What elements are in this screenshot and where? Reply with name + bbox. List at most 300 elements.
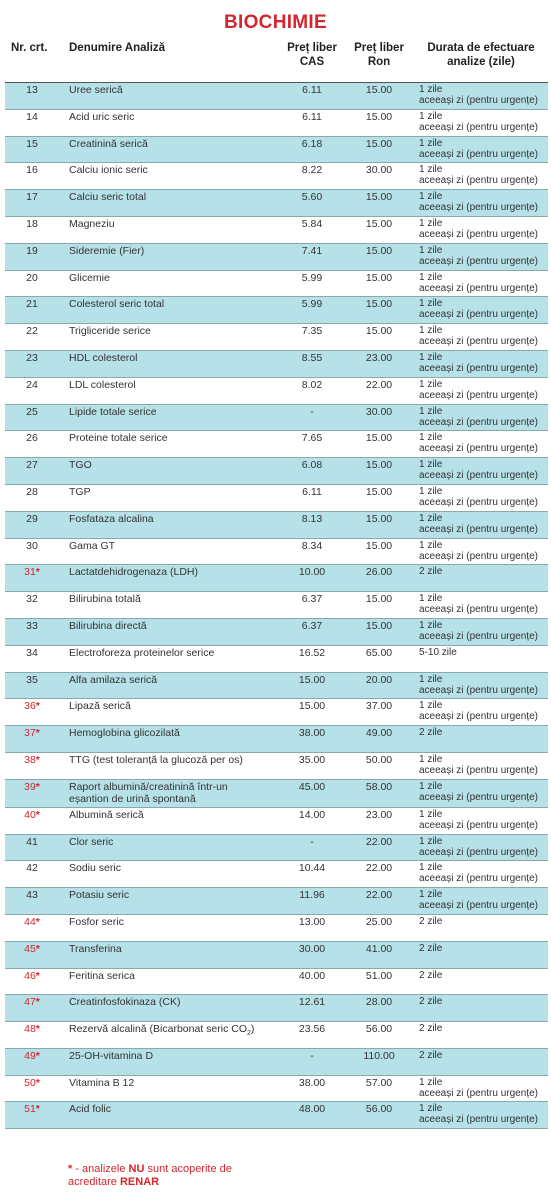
duration	[419, 513, 549, 535]
row-number-value: 38	[24, 753, 36, 766]
analysis-name-text: TGO	[69, 459, 92, 472]
header-ron	[347, 41, 411, 69]
price-cas: -	[310, 835, 314, 848]
price-ron: 22.00	[365, 889, 393, 902]
row-number-value: 21	[26, 298, 38, 311]
duration-urgent: aceeași zi (pentru urgențe)	[419, 791, 538, 803]
analysis-name-text: HDL colesterol	[69, 351, 138, 364]
analysis-name-text: Sodiu seric	[69, 862, 121, 875]
analysis-name	[69, 916, 281, 928]
row-number	[5, 916, 59, 928]
duration	[419, 1023, 549, 1034]
row-number-value: 34	[26, 646, 38, 659]
price-cas: 14.00	[298, 808, 326, 821]
analysis-name-text: Vitamina B 12	[69, 1076, 135, 1089]
price-ron: 26.00	[365, 566, 393, 579]
analysis-name	[69, 111, 281, 123]
row-number-value: 22	[26, 325, 38, 338]
duration	[419, 620, 549, 642]
price-ron: 28.00	[365, 996, 393, 1009]
row-number-value: 41	[26, 835, 38, 848]
duration-days: 2 zile	[419, 969, 443, 981]
price-cas: 6.18	[301, 137, 323, 150]
duration	[419, 889, 549, 911]
duration-urgent: aceeași zi (pentru urgențe)	[419, 604, 538, 616]
row-number	[5, 647, 59, 659]
duration	[419, 970, 549, 981]
row-number	[5, 298, 59, 310]
row-number	[5, 781, 59, 793]
duration-days: 1 zile	[419, 673, 443, 685]
analysis-name	[69, 1050, 281, 1062]
row-number	[5, 406, 59, 418]
row-number	[5, 432, 59, 444]
page-title: BIOCHIMIE	[224, 12, 327, 33]
row-number	[5, 325, 59, 337]
duration-days: 1 zile	[419, 217, 443, 229]
row-number-value: 49	[24, 1049, 36, 1062]
analysis-name	[69, 84, 281, 96]
row-number	[5, 566, 59, 578]
footnote-bold-renar: RENAR	[119, 1176, 160, 1188]
duration	[419, 325, 549, 347]
analysis-name	[69, 272, 281, 284]
footnote-star: *	[68, 1163, 73, 1175]
duration	[419, 727, 549, 738]
analysis-name-text: Trigliceride serice	[69, 325, 151, 338]
price-cas: 40.00	[298, 969, 326, 982]
duration-urgent: aceeași zi (pentru urgențe)	[419, 336, 538, 348]
duration	[419, 540, 549, 562]
price-cas: 6.37	[301, 619, 323, 632]
duration-urgent: aceeași zi (pentru urgențe)	[419, 255, 538, 267]
footnote-bold-nu: NU	[128, 1163, 145, 1175]
analysis-name	[69, 566, 281, 578]
duration-days: 1 zile	[419, 271, 443, 283]
analysis-name-text: Bilirubina directă	[69, 619, 147, 632]
price-ron: 56.00	[365, 1023, 393, 1036]
row-number-value: 46	[24, 969, 36, 982]
row-number-value: 16	[26, 164, 38, 177]
row-number-value: 23	[26, 351, 38, 364]
analysis-name-text: Creatinină serică	[69, 137, 148, 150]
table-row	[5, 83, 548, 110]
analysis-name	[69, 1103, 281, 1115]
price-cas: 15.00	[298, 673, 326, 686]
duration-urgent: aceeași zi (pentru urgențe)	[419, 95, 538, 106]
table-row	[5, 405, 548, 432]
row-number-value: 15	[26, 137, 38, 150]
price-cas: 12.61	[298, 996, 326, 1009]
duration-days: 1 zile	[419, 191, 443, 203]
table-row	[5, 565, 548, 592]
table-row	[5, 1076, 548, 1103]
duration-days: 2 zile	[419, 942, 443, 954]
price-cas: 38.00	[298, 1076, 326, 1089]
price-cas: 35.00	[298, 753, 326, 766]
price-ron: 30.00	[365, 405, 393, 418]
table-row	[5, 539, 548, 566]
duration-days: 2 zile	[419, 1023, 443, 1035]
table-row	[5, 780, 548, 808]
row-number	[5, 513, 59, 525]
duration-days: 1 zile	[419, 351, 443, 363]
row-number	[5, 164, 59, 176]
price-cas: 38.00	[298, 727, 326, 740]
duration-urgent: aceeași zi (pentru urgențe)	[419, 496, 538, 508]
price-ron: 110.00	[363, 1049, 395, 1062]
analysis-name-text: Sideremie (Fier)	[69, 244, 145, 257]
row-number	[5, 1103, 59, 1115]
price-ron: 25.00	[365, 915, 393, 928]
price-cas: 5.84	[301, 217, 323, 230]
analysis-name	[69, 1023, 281, 1040]
analysis-name	[69, 245, 281, 257]
duration	[419, 164, 549, 186]
duration-days: 1 zile	[419, 700, 443, 712]
analysis-name	[69, 191, 281, 203]
row-number-value: 28	[26, 485, 38, 498]
analysis-name-text: Fosfataza alcalina	[69, 512, 154, 525]
duration-days: 1 zile	[419, 325, 443, 337]
duration	[419, 111, 549, 133]
row-number	[5, 272, 59, 284]
analysis-name-text: Glicemie	[69, 271, 110, 284]
duration-days: 1 zile	[419, 298, 443, 310]
duration-days: 2 zile	[419, 1049, 443, 1061]
duration-urgent: aceeași zi (pentru urgențe)	[419, 711, 538, 723]
row-number-value: 19	[26, 244, 38, 257]
header-ron-line1: Preț liber	[354, 42, 404, 54]
price-ron: 50.00	[365, 753, 393, 766]
row-number-value: 17	[26, 191, 38, 204]
row-number	[5, 191, 59, 203]
analysis-name	[69, 674, 281, 686]
row-number	[5, 889, 59, 901]
table-row	[5, 1102, 548, 1129]
price-cas: 30.00	[298, 942, 326, 955]
analysis-name-text: Rezervă alcalină (Bicarbonat seric CO	[69, 1023, 247, 1036]
table-row	[5, 969, 548, 996]
table-row	[5, 699, 548, 726]
price-cas: 8.55	[301, 351, 323, 364]
duration	[419, 218, 549, 240]
header-cas	[281, 41, 343, 69]
price-cas: 10.44	[298, 862, 326, 875]
price-ron: 15.00	[365, 191, 393, 204]
price-ron: 23.00	[365, 351, 393, 364]
row-number	[5, 727, 59, 739]
duration-urgent: aceeași zi (pentru urgențe)	[419, 175, 538, 187]
duration	[419, 700, 549, 722]
analysis-name-text: Albumină serică	[69, 808, 144, 821]
header-nr: Nr. crt.	[11, 42, 48, 54]
table-row	[5, 861, 548, 888]
analysis-name-text: Calciu ionic seric	[69, 164, 148, 177]
row-number-value: 31	[24, 566, 36, 579]
table-row	[5, 458, 548, 485]
row-number-value: 25	[26, 405, 38, 418]
analysis-name	[69, 647, 281, 659]
duration-urgent: aceeași zi (pentru urgențe)	[419, 523, 538, 535]
price-ron: 15.00	[365, 298, 393, 311]
table-row	[5, 942, 548, 969]
row-number-value: 14	[26, 110, 38, 123]
analysis-name-text: Acid uric seric	[69, 110, 135, 123]
analysis-name-text: Colesterol seric total	[69, 298, 165, 311]
analysis-name	[69, 700, 281, 712]
analysis-table	[5, 83, 548, 1129]
row-number	[5, 459, 59, 471]
price-ron: 15.00	[365, 432, 393, 445]
not-accredited-star: *	[35, 942, 40, 955]
header-duration	[413, 41, 549, 69]
duration-days: 1 zile	[419, 619, 443, 631]
duration	[419, 352, 549, 374]
duration-days: 1 zile	[419, 84, 443, 95]
table-row	[5, 271, 548, 298]
analysis-name-text: Alfa amilaza serică	[69, 673, 158, 686]
analysis-name-text: Electroforeza proteinelor serice	[69, 646, 215, 659]
table-row	[5, 297, 548, 324]
duration-urgent: aceeași zi (pentru urgențe)	[419, 389, 538, 401]
price-cas: 6.11	[302, 84, 322, 96]
price-ron: 65.00	[365, 646, 393, 659]
not-accredited-star: *	[35, 1103, 40, 1116]
table-row	[5, 217, 548, 244]
price-cas: 23.56	[298, 1023, 326, 1036]
duration-urgent: aceeași zi (pentru urgențe)	[419, 443, 538, 455]
price-cas: -	[310, 1049, 314, 1062]
analysis-name-text: Creatinfosfokinaza (CK)	[69, 996, 181, 1009]
price-cas: 16.52	[298, 646, 326, 659]
analysis-name	[69, 996, 281, 1008]
not-accredited-star: *	[35, 566, 40, 579]
price-ron: 15.00	[365, 325, 393, 338]
table-row	[5, 1022, 548, 1049]
analysis-name	[69, 432, 281, 444]
row-number-value: 13	[26, 84, 38, 96]
row-number	[5, 593, 59, 605]
price-cas: 5.60	[301, 191, 323, 204]
price-ron: 30.00	[365, 164, 393, 177]
duration	[419, 943, 549, 954]
duration-days: 1 zile	[419, 405, 443, 417]
analysis-name-text: LDL colesterol	[69, 378, 136, 391]
row-number-value: 47	[24, 996, 36, 1009]
table-row	[5, 888, 548, 915]
duration	[419, 674, 549, 696]
row-number-value: 37	[24, 727, 36, 740]
row-number-value: 30	[26, 539, 38, 552]
row-number-value: 36	[24, 700, 36, 713]
analysis-name	[69, 138, 281, 150]
duration	[419, 566, 549, 577]
row-number-value: 32	[26, 593, 38, 606]
price-cas: 10.00	[298, 566, 326, 579]
row-number	[5, 379, 59, 391]
analysis-name-text: Proteine totale serice	[69, 432, 168, 445]
not-accredited-star: *	[35, 808, 40, 821]
row-number-value: 43	[26, 889, 38, 902]
table-row	[5, 351, 548, 378]
analysis-name-text: Fosfor seric	[69, 915, 124, 928]
duration	[419, 781, 549, 803]
duration-days: 2 zile	[419, 915, 443, 927]
duration-days: 2 zile	[419, 996, 443, 1008]
duration-urgent: aceeași zi (pentru urgențe)	[419, 416, 538, 428]
footnote-part1: - analizele	[72, 1163, 129, 1175]
duration	[419, 298, 549, 320]
price-cas: 8.02	[301, 378, 323, 391]
analysis-name	[69, 164, 281, 176]
price-cas: 48.00	[298, 1103, 326, 1116]
duration-days: 2 zile	[419, 727, 443, 739]
analysis-name	[69, 352, 281, 364]
price-ron: 37.00	[365, 700, 393, 713]
analysis-name-text: Acid folic	[69, 1103, 112, 1116]
not-accredited-star: *	[35, 700, 40, 713]
table-row	[5, 512, 548, 539]
row-number	[5, 996, 59, 1008]
analysis-name-text: Potasiu seric	[69, 889, 130, 902]
table-row	[5, 324, 548, 351]
table-row	[5, 995, 548, 1022]
table-row	[5, 619, 548, 646]
table-row	[5, 485, 548, 512]
price-ron: 15.00	[365, 459, 393, 472]
price-ron: 15.00	[365, 110, 393, 123]
row-number	[5, 540, 59, 552]
duration-urgent: aceeași zi (pentru urgențe)	[419, 550, 538, 562]
analysis-name-text: TGP	[69, 485, 91, 498]
analysis-name-text: Clor seric	[69, 835, 114, 848]
row-number-value: 50	[24, 1076, 36, 1089]
price-ron: 15.00	[365, 217, 393, 230]
header-duration-line2: analize (zile)	[447, 56, 515, 68]
analysis-name	[69, 1077, 281, 1089]
row-number	[5, 836, 59, 848]
row-number	[5, 754, 59, 766]
analysis-name-line2: eșantion de urină spontană	[69, 792, 196, 805]
not-accredited-star: *	[35, 915, 40, 928]
table-row	[5, 673, 548, 700]
row-number-value: 40	[24, 808, 36, 821]
analysis-name	[69, 862, 281, 874]
row-number	[5, 970, 59, 982]
row-number-value: 35	[26, 673, 38, 686]
row-number	[5, 620, 59, 632]
duration-urgent: aceeași zi (pentru urgențe)	[419, 362, 538, 374]
duration-urgent: aceeași zi (pentru urgențe)	[419, 470, 538, 482]
analysis-name	[69, 836, 281, 848]
price-ron: 58.00	[365, 780, 393, 793]
price-cas: 8.34	[301, 539, 323, 552]
table-row	[5, 244, 548, 271]
analysis-name	[69, 727, 281, 739]
table-row	[5, 190, 548, 217]
price-cas: 6.37	[301, 593, 323, 606]
price-cas: 7.41	[301, 244, 323, 257]
row-number	[5, 862, 59, 874]
table-row	[5, 592, 548, 619]
duration	[419, 1103, 549, 1125]
duration	[419, 754, 549, 776]
analysis-name-text: Lactatdehidrogenaza (LDH)	[69, 566, 198, 579]
duration-days: 1 zile	[419, 512, 443, 524]
duration-days: 1 zile	[419, 593, 443, 605]
duration-urgent: aceeași zi (pentru urgențe)	[419, 873, 538, 885]
analysis-name-text: Hemoglobina glicozilată	[69, 727, 180, 740]
analysis-name-text: Feritina serica	[69, 969, 135, 982]
duration-urgent: aceeași zi (pentru urgențe)	[419, 846, 538, 858]
footnote	[68, 1163, 308, 1189]
price-ron: 22.00	[365, 862, 393, 875]
analysis-name	[69, 218, 281, 230]
duration-urgent: aceeași zi (pentru urgențe)	[419, 900, 538, 912]
row-number-value: 24	[26, 378, 38, 391]
duration-days: 1 zile	[419, 110, 443, 122]
footnote-part2: sunt acoperite de	[144, 1163, 232, 1175]
duration-days: 1 zile	[419, 862, 443, 874]
price-cas: 7.65	[301, 432, 323, 445]
table-row	[5, 915, 548, 942]
duration	[419, 406, 549, 428]
analysis-name	[69, 889, 281, 901]
price-ron: 15.00	[365, 485, 393, 498]
duration	[419, 138, 549, 160]
price-ron: 23.00	[365, 808, 393, 821]
table-row	[5, 726, 548, 753]
analysis-name-text: Lipază serică	[69, 700, 131, 713]
table-row	[5, 110, 548, 137]
duration-urgent: aceeași zi (pentru urgențe)	[419, 819, 538, 831]
price-cas: 8.22	[301, 164, 323, 177]
analysis-name-text: Uree serică	[69, 84, 123, 96]
row-number	[5, 352, 59, 364]
price-ron: 56.00	[365, 1103, 393, 1116]
analysis-name-text: Gama GT	[69, 539, 116, 552]
analysis-name-text: 25-OH-vitamina D	[69, 1049, 154, 1062]
duration	[419, 432, 549, 454]
price-ron: 15.00	[365, 539, 393, 552]
table-row	[5, 137, 548, 164]
row-number	[5, 486, 59, 498]
duration-urgent: aceeași zi (pentru urgențe)	[419, 309, 538, 321]
not-accredited-star: *	[35, 1076, 40, 1089]
table-row	[5, 646, 548, 673]
analysis-name	[69, 459, 281, 471]
table-row	[5, 835, 548, 862]
table-row	[5, 808, 548, 835]
analysis-name-tail: )	[250, 1023, 255, 1036]
row-number	[5, 700, 59, 712]
row-number-value: 48	[24, 1023, 36, 1036]
duration	[419, 593, 549, 615]
duration-days: 1 zile	[419, 835, 443, 847]
duration	[419, 486, 549, 508]
duration	[419, 245, 549, 267]
analysis-name	[69, 540, 281, 552]
price-cas: 5.99	[301, 298, 323, 311]
price-cas: 15.00	[298, 700, 326, 713]
duration	[419, 459, 549, 481]
price-ron: 15.00	[365, 84, 393, 96]
row-number-value: 42	[26, 862, 38, 875]
duration-urgent: aceeași zi (pentru urgențe)	[419, 148, 538, 160]
duration-days: 1 zile	[419, 432, 443, 444]
price-cas: -	[310, 405, 314, 418]
